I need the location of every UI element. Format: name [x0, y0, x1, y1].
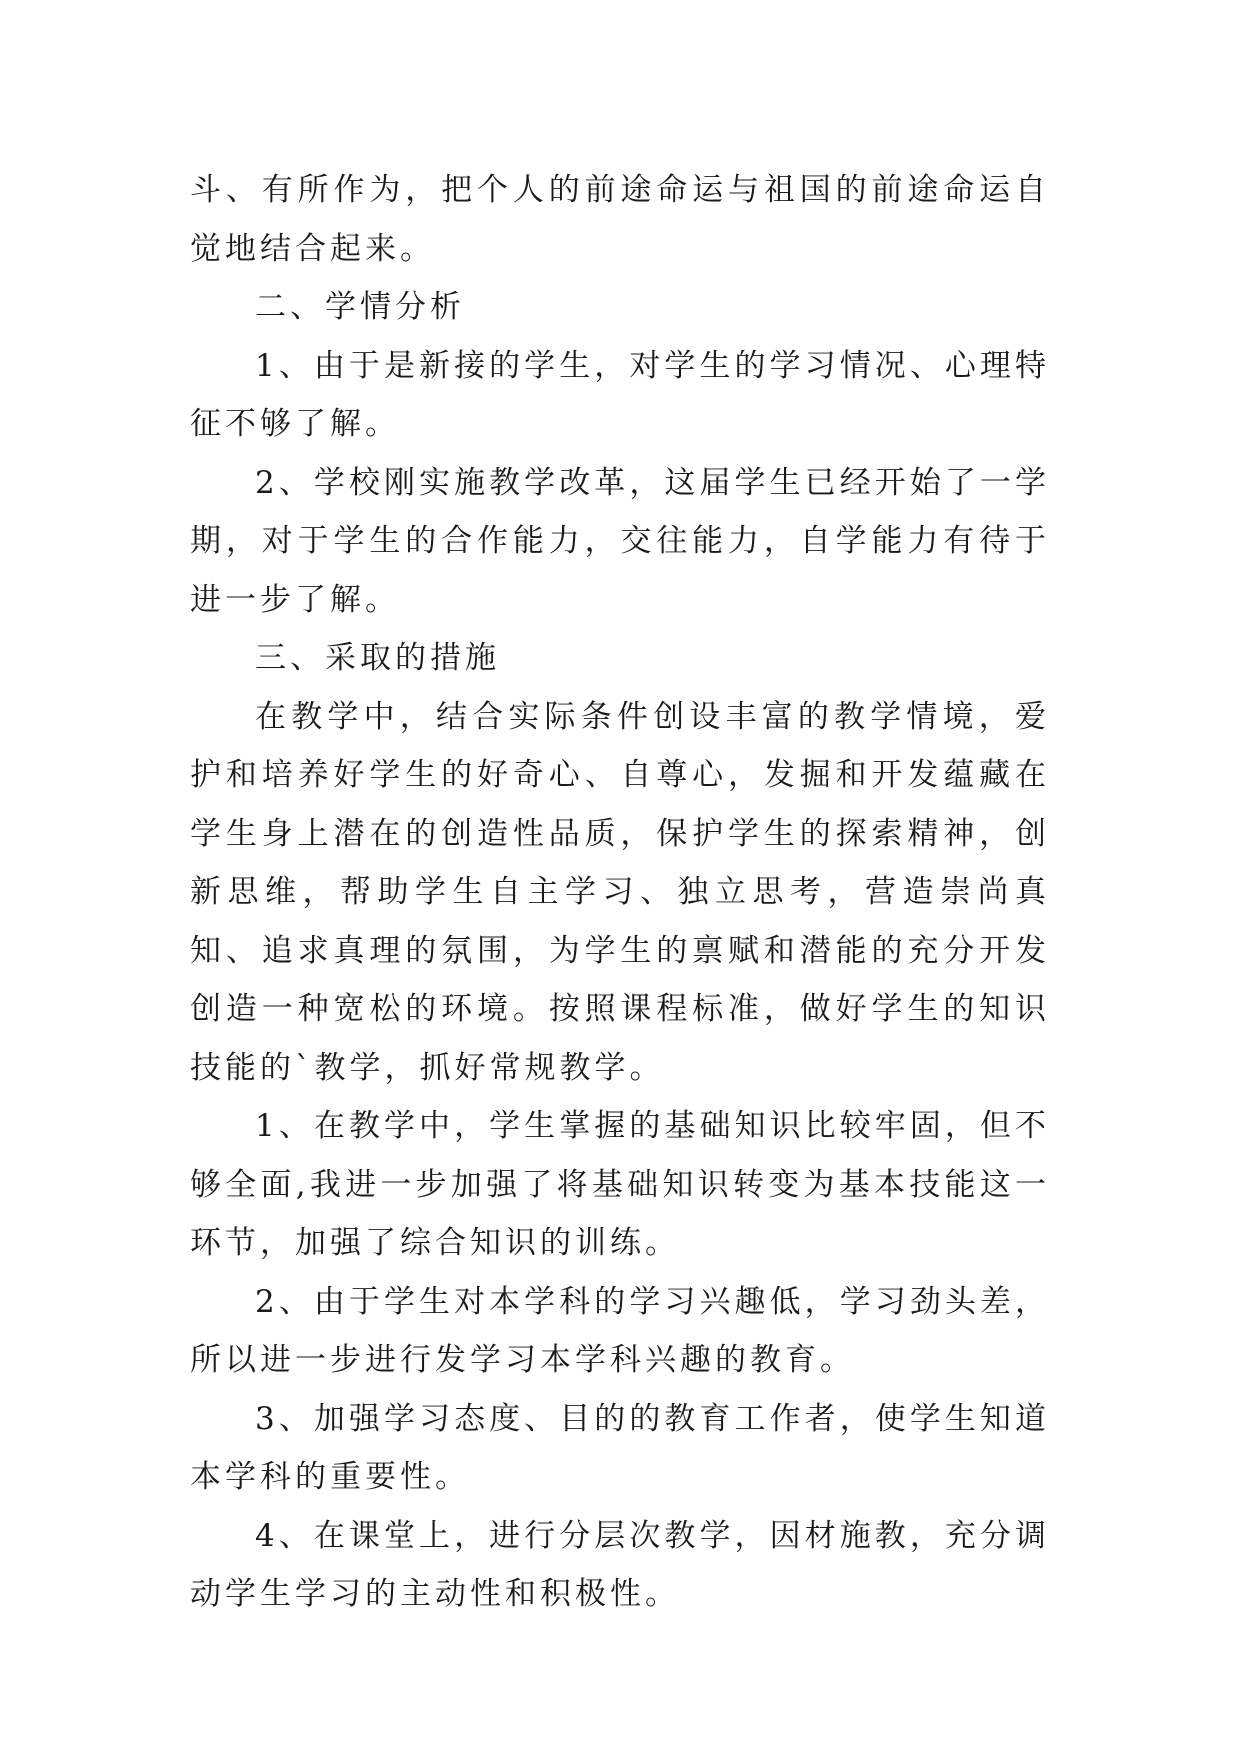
paragraph-measure-1: 1、在教学中，学生掌握的基础知识比较牢固，但不够全面,我进一步加强了将基础知识转变为基本技能这一环节，加强了综合知识的训练。	[190, 1108, 1050, 1261]
section-heading-measures: 三、采取的措施	[255, 640, 500, 676]
paragraph-measure-4: 4、在课堂上，进行分层次教学，因材施教，充分调动学生学习的主动性和积极性。	[190, 1517, 1050, 1612]
paragraph-measures-intro: 在教学中，结合实际条件创设丰富的教学情境，爱护和培养好学生的好奇心、自尊心，发掘和开发蕴藏在学生身上潜在的创造性品质，保护学生的探索精神，创新思维，帮助学生自主学习、独立思考，营造崇尚真知、追求真理的氛围，为学生的禀赋和潜能的充分开发创造一种宽松的环境。按照课程标准，做好学生的知识技能的`教学，抓好常规教学。	[190, 698, 1050, 1086]
section-heading-student-analysis: 二、学情分析	[255, 289, 465, 325]
paragraph-analysis-1: 1、由于是新接的学生，对学生的学习情况、心理特征不够了解。	[190, 347, 1050, 442]
paragraph-measure-2: 2、由于学生对本学科的学习兴趣低，学习劲头差，所以进一步进行发学习本学科兴趣的教育。	[190, 1283, 1050, 1378]
paragraph-continuation: 斗、有所作为，把个人的前途命运与祖国的前途命运自觉地结合起来。	[190, 172, 1050, 267]
paragraph-analysis-2: 2、学校刚实施教学改革，这届学生已经开始了一学期，对于学生的合作能力，交往能力，自学能力有待于进一步了解。	[190, 464, 1050, 618]
paragraph-measure-3: 3、加强学习态度、目的的教育工作者，使学生知道本学科的重要性。	[190, 1400, 1050, 1495]
document-body	[190, 161, 1050, 1624]
